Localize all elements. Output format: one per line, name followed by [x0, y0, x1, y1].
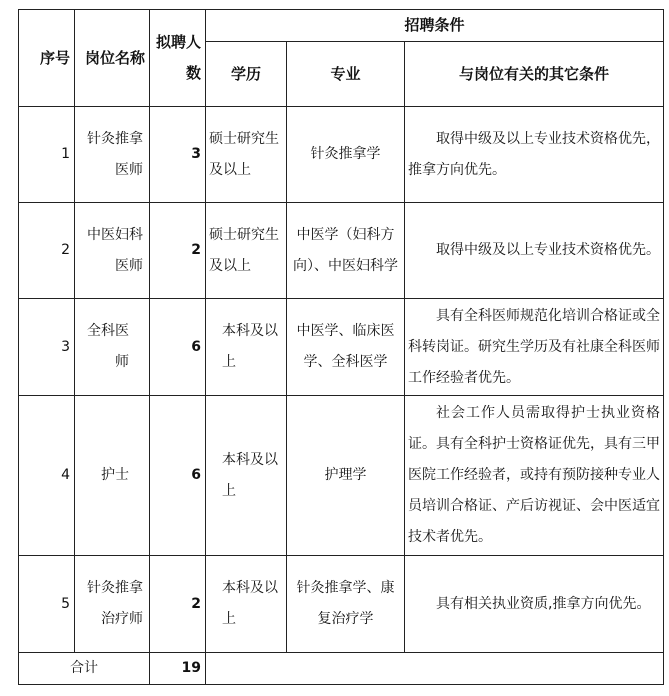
row-position: 针灸推拿医师 — [75, 107, 150, 203]
row-major: 中医学、临床医学、全科医学 — [287, 299, 405, 396]
row-major: 中医学（妇科方向）、中医妇科学 — [287, 203, 405, 299]
row-education: 本科及以上 — [206, 299, 287, 396]
header-count: 拟聘人数 — [150, 10, 206, 107]
recruitment-table — [18, 9, 664, 685]
row-position: 针灸推拿治疗师 — [75, 556, 150, 653]
total-count: 19 — [150, 653, 206, 685]
header-major: 专业 — [287, 42, 405, 107]
row-position: 护士 — [75, 396, 150, 556]
row-other: 社会工作人员需取得护士执业资格证。具有全科护士资格证优先，具有三甲医院工作经验者，或持有预防接种专业人员培训合格证、产后访视证、会中医适宜技术者优先。 — [405, 396, 664, 556]
header-position: 岗位名称 — [75, 10, 150, 107]
row-seq: 3 — [19, 299, 75, 396]
row-other: 具有相关执业资质,推拿方向优先。 — [405, 556, 664, 653]
row-seq: 2 — [19, 203, 75, 299]
row-count: 3 — [150, 107, 206, 203]
total-row — [19, 653, 664, 685]
header-seq: 序号 — [19, 10, 75, 107]
row-education: 本科及以上 — [206, 556, 287, 653]
row-position: 全科医师 — [75, 299, 150, 396]
row-education: 硕士研究生及以上 — [206, 107, 287, 203]
row-other: 具有全科医师规范化培训合格证或全科转岗证。研究生学历及有社康全科医师工作经验者优先。 — [405, 299, 664, 396]
header-conditions: 招聘条件 — [206, 10, 664, 42]
row-seq: 5 — [19, 556, 75, 653]
row-major: 针灸推拿学、康复治疗学 — [287, 556, 405, 653]
total-empty — [206, 653, 664, 685]
row-seq: 4 — [19, 396, 75, 556]
header-other: 与岗位有关的其它条件 — [405, 42, 664, 107]
row-count: 2 — [150, 203, 206, 299]
row-education: 本科及以上 — [206, 396, 287, 556]
row-other: 取得中级及以上专业技术资格优先，推拿方向优先。 — [405, 107, 664, 203]
row-count: 6 — [150, 299, 206, 396]
table-row — [19, 556, 664, 653]
row-count: 6 — [150, 396, 206, 556]
row-education: 硕士研究生及以上 — [206, 203, 287, 299]
row-count: 2 — [150, 556, 206, 653]
row-major: 针灸推拿学 — [287, 107, 405, 203]
table-row — [19, 396, 664, 556]
row-other: 取得中级及以上专业技术资格优先。 — [405, 203, 664, 299]
row-seq: 1 — [19, 107, 75, 203]
row-major: 护理学 — [287, 396, 405, 556]
header-education: 学历 — [206, 42, 287, 107]
total-label: 合计 — [19, 653, 150, 685]
table-row — [19, 107, 664, 203]
row-position: 中医妇科医师 — [75, 203, 150, 299]
table-row — [19, 203, 664, 299]
table-row — [19, 299, 664, 396]
